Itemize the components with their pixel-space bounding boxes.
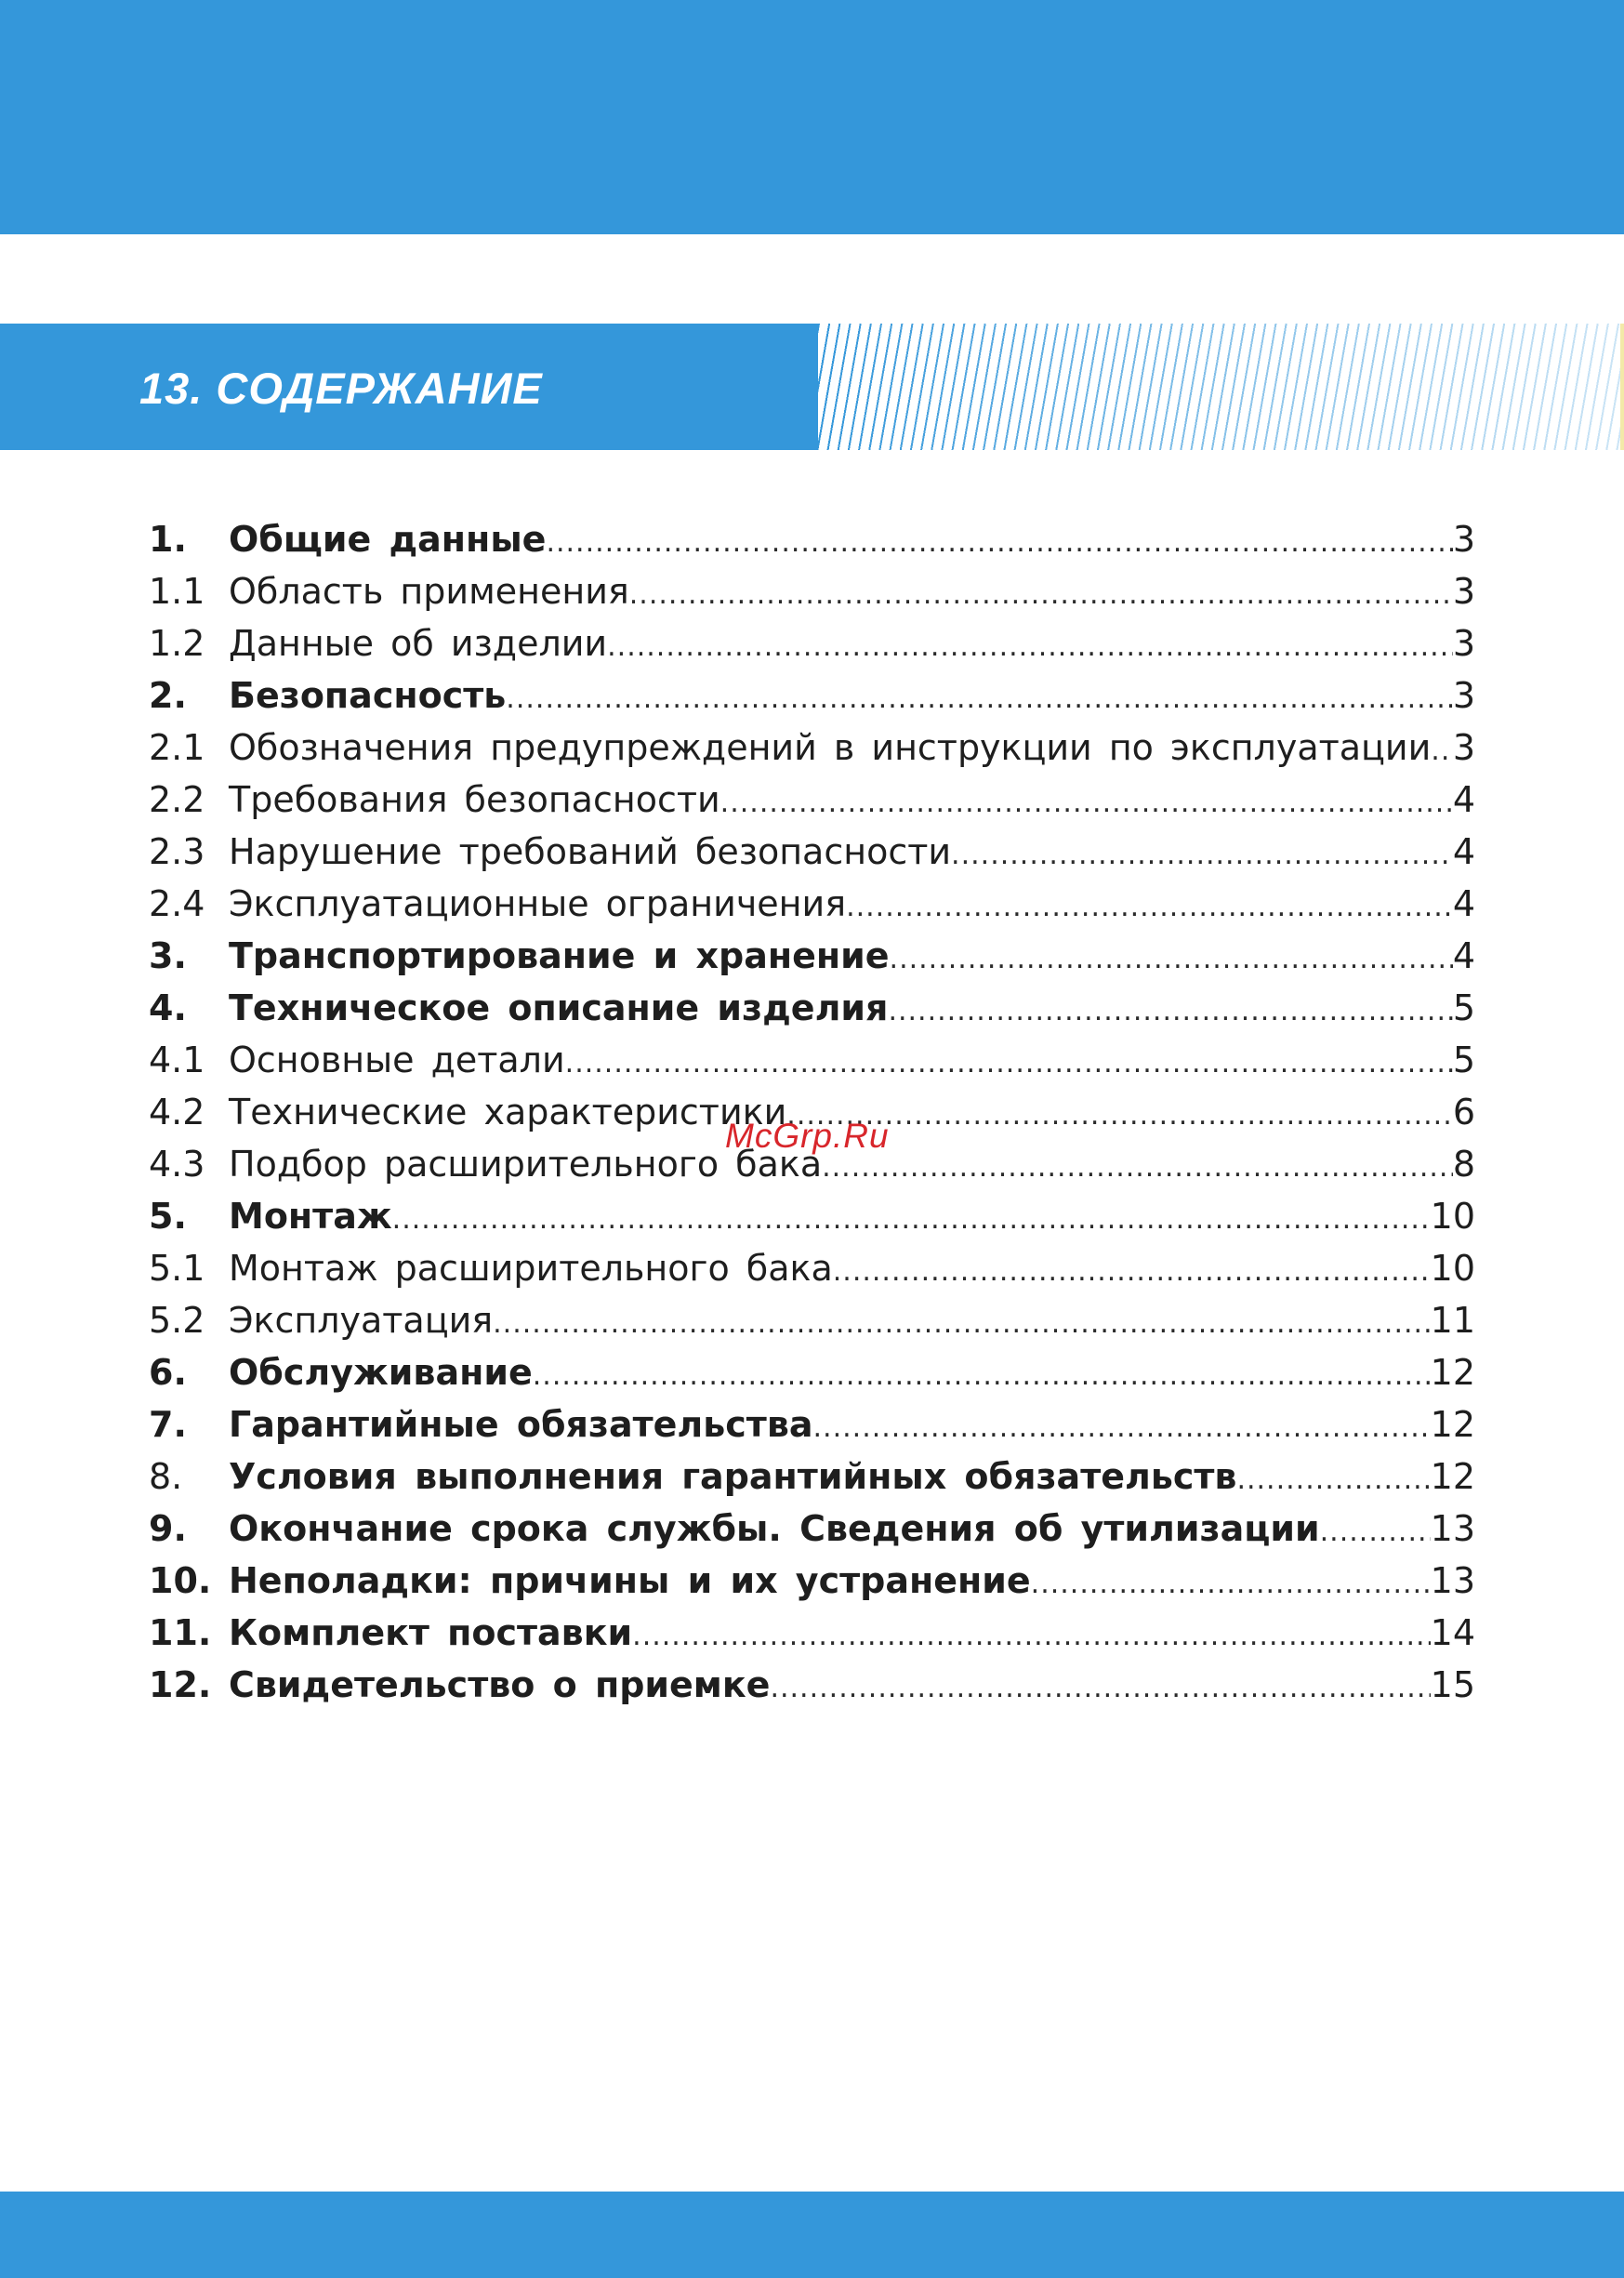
toc-dot-leader <box>1320 1506 1431 1555</box>
toc-entry-label: Монтаж <box>229 1196 392 1237</box>
toc-entry[interactable] <box>149 1607 1475 1659</box>
toc-entry-number: 5.2 <box>149 1300 205 1341</box>
toc-entry-number: 2. <box>149 675 187 716</box>
toc-entry-label: Техническое описание изделия <box>229 987 889 1028</box>
toc-dot-leader <box>493 1298 1431 1346</box>
toc-entry-number: 4.1 <box>149 1040 205 1080</box>
toc-entry-page: 4 <box>1452 779 1475 820</box>
toc-dot-leader <box>770 1662 1430 1711</box>
toc-entry-number: 1.2 <box>149 623 205 664</box>
toc-entry-number: 2.1 <box>149 727 205 768</box>
toc-entry-number: 4. <box>149 987 187 1028</box>
page-title: 13. СОДЕРЖАНИЕ <box>139 364 543 413</box>
toc-dot-leader <box>822 1142 1453 1190</box>
toc-entry-page: 13 <box>1430 1560 1475 1601</box>
toc-entry-page: 10 <box>1430 1196 1475 1237</box>
toc-entry-label: Неполадки: причины и их устранение <box>229 1560 1031 1601</box>
toc-entry-number: 4.2 <box>149 1092 205 1132</box>
toc-entry-number: 1.1 <box>149 571 205 612</box>
toc-entry[interactable] <box>149 617 1475 669</box>
toc-entry[interactable] <box>149 1503 1475 1555</box>
toc-entry[interactable] <box>149 1555 1475 1607</box>
toc-entry-label: Нарушение требований безопасности <box>229 831 952 872</box>
toc-entry[interactable] <box>149 722 1475 774</box>
toc-dot-leader <box>506 673 1453 722</box>
toc-dot-leader <box>546 517 1452 565</box>
toc-entry-label: Общие данные <box>229 519 547 560</box>
bottom-blue-band <box>0 2192 1624 2278</box>
toc-dot-leader <box>951 829 1453 878</box>
toc-entry-label: Комплект поставки <box>229 1612 633 1653</box>
toc-entry[interactable] <box>149 774 1475 826</box>
toc-entry-label: Транспортирование и хранение <box>229 935 890 976</box>
toc-entry-number: 4.3 <box>149 1144 205 1185</box>
table-of-contents <box>149 513 1475 1711</box>
toc-entry[interactable] <box>149 1659 1475 1711</box>
toc-entry-label: Свидетельство о приемке <box>229 1664 771 1705</box>
toc-entry[interactable] <box>149 982 1475 1034</box>
toc-entry-label: Безопасность <box>229 675 507 716</box>
toc-entry-number: 8. <box>149 1456 183 1497</box>
toc-entry-label: Эксплуатация <box>229 1300 494 1341</box>
toc-entry-label: Монтаж расширительного бака <box>229 1248 833 1289</box>
toc-entry[interactable] <box>149 826 1475 878</box>
toc-entry-label: Подбор расширительного бака <box>229 1144 823 1185</box>
toc-dot-leader <box>392 1194 1431 1242</box>
toc-dot-leader <box>720 777 1453 826</box>
toc-entry-label: Требования безопасности <box>229 779 720 820</box>
toc-entry-page: 6 <box>1452 1092 1475 1132</box>
toc-dot-leader <box>846 881 1453 930</box>
title-banner-stripes <box>818 324 1624 450</box>
toc-entry[interactable] <box>149 1398 1475 1450</box>
toc-entry-label: Обслуживание <box>229 1352 533 1393</box>
toc-entry-label: Гарантийные обязательства <box>229 1404 813 1445</box>
toc-entry-number: 12. <box>149 1664 212 1705</box>
toc-entry-number: 5. <box>149 1196 187 1237</box>
toc-entry-page: 3 <box>1452 623 1475 664</box>
toc-entry[interactable] <box>149 1346 1475 1398</box>
toc-dot-leader <box>607 621 1453 669</box>
toc-entry-page: 3 <box>1452 519 1475 560</box>
toc-entry-page: 4 <box>1452 935 1475 976</box>
toc-entry-number: 9. <box>149 1508 187 1549</box>
toc-entry[interactable] <box>149 1242 1475 1294</box>
toc-entry-label: Данные об изделии <box>229 623 608 664</box>
toc-entry-number: 2.2 <box>149 779 205 820</box>
toc-dot-leader <box>632 1610 1430 1659</box>
toc-entry-page: 3 <box>1452 727 1475 768</box>
toc-entry-page: 3 <box>1452 675 1475 716</box>
toc-dot-leader <box>1031 1558 1431 1607</box>
top-blue-band <box>0 0 1624 234</box>
toc-entry-number: 5.1 <box>149 1248 205 1289</box>
toc-dot-leader <box>1431 725 1453 774</box>
toc-entry[interactable] <box>149 878 1475 930</box>
toc-entry[interactable] <box>149 513 1475 565</box>
toc-entry-page: 15 <box>1430 1664 1475 1705</box>
toc-entry-label: Основные детали <box>229 1040 565 1080</box>
toc-entry-number: 11. <box>149 1612 212 1653</box>
toc-entry[interactable] <box>149 930 1475 982</box>
toc-entry-page: 13 <box>1430 1508 1475 1549</box>
title-banner-edge <box>1620 324 1624 450</box>
toc-dot-leader <box>888 986 1452 1034</box>
toc-entry-page: 10 <box>1430 1248 1475 1289</box>
toc-entry-number: 6. <box>149 1352 187 1393</box>
toc-entry[interactable] <box>149 1450 1475 1503</box>
toc-dot-leader <box>1236 1454 1430 1503</box>
toc-entry-label: Технические характеристики <box>229 1092 787 1132</box>
toc-entry-page: 5 <box>1452 987 1475 1028</box>
toc-entry[interactable] <box>149 565 1475 617</box>
toc-entry-page: 14 <box>1430 1612 1475 1653</box>
toc-entry-label: Обозначения предупреждений в инструкции по эксплуатации <box>229 727 1432 768</box>
toc-entry[interactable] <box>149 669 1475 722</box>
toc-dot-leader <box>833 1246 1431 1294</box>
toc-entry-number: 1. <box>149 519 187 560</box>
toc-entry[interactable] <box>149 1190 1475 1242</box>
toc-entry-number: 3. <box>149 935 187 976</box>
toc-entry-page: 5 <box>1452 1040 1475 1080</box>
toc-entry-page: 4 <box>1452 831 1475 872</box>
toc-entry-number: 10. <box>149 1560 212 1601</box>
toc-dot-leader <box>813 1402 1431 1450</box>
toc-entry-page: 12 <box>1430 1404 1475 1445</box>
toc-dot-leader <box>629 569 1453 617</box>
toc-entry[interactable] <box>149 1294 1475 1346</box>
toc-entry-label: Окончание срока службы. Сведения об утилизации <box>229 1508 1320 1549</box>
toc-entry-page: 8 <box>1452 1144 1475 1185</box>
toc-entry-number: 2.3 <box>149 831 205 872</box>
watermark: McGrp.Ru <box>725 1117 890 1155</box>
toc-dot-leader <box>890 934 1453 982</box>
toc-entry-number: 7. <box>149 1404 187 1445</box>
toc-entry-label: Эксплуатационные ограничения <box>229 883 847 924</box>
toc-entry-label: Область применения <box>229 571 629 612</box>
toc-entry-page: 11 <box>1430 1300 1475 1341</box>
toc-entry-page: 12 <box>1430 1352 1475 1393</box>
toc-entry-label: Условия выполнения гарантийных обязательств <box>229 1456 1237 1497</box>
toc-entry-number: 2.4 <box>149 883 205 924</box>
toc-entry-page: 3 <box>1452 571 1475 612</box>
toc-dot-leader <box>565 1038 1453 1086</box>
toc-entry-page: 12 <box>1430 1456 1475 1497</box>
toc-dot-leader <box>533 1350 1431 1398</box>
toc-entry-page: 4 <box>1452 883 1475 924</box>
toc-entry[interactable] <box>149 1034 1475 1086</box>
